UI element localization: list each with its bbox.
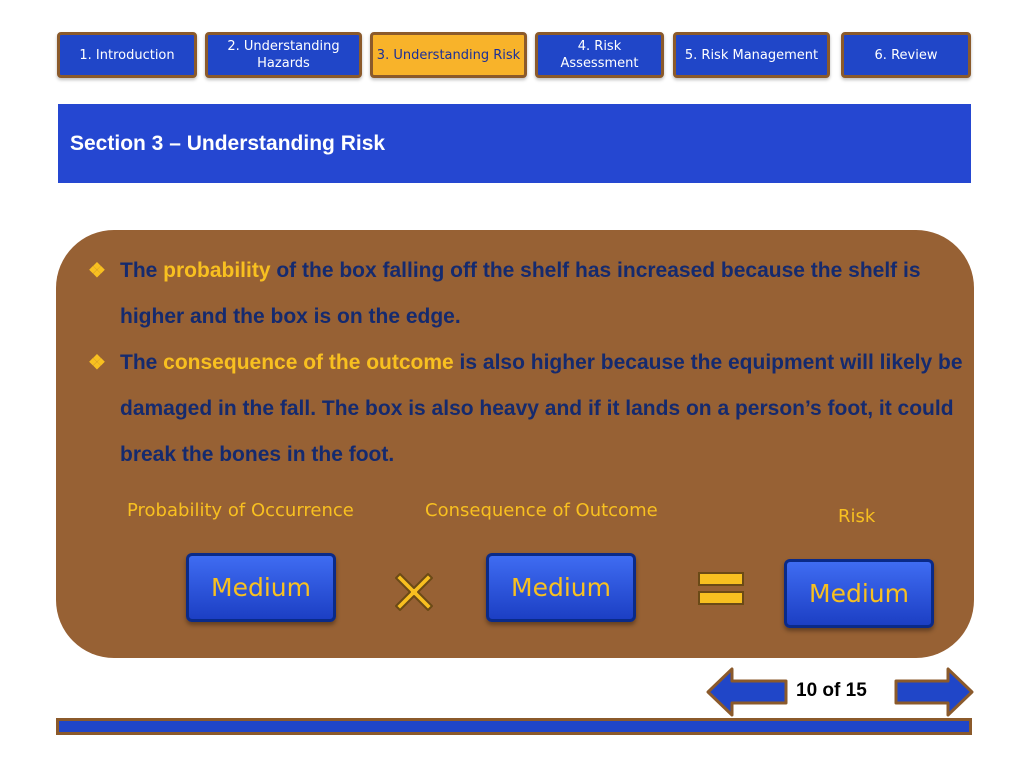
bullet-highlight: consequence of the outcome xyxy=(163,351,454,374)
bullet-text-post: of the box falling off the shelf has increased because the shelf is higher and the box is on the edge. xyxy=(120,259,921,328)
bullet-consequence xyxy=(88,340,970,478)
tab-understanding-risk[interactable] xyxy=(370,32,527,78)
section-header xyxy=(58,104,971,183)
tab-introduction[interactable] xyxy=(57,32,197,78)
bullet-highlight: probability xyxy=(163,259,271,282)
content-panel xyxy=(56,230,974,658)
probability-value-button[interactable] xyxy=(186,553,336,622)
consequence-value: Medium xyxy=(511,573,611,602)
page-counter: 10 of 15 xyxy=(796,680,867,701)
tab-label: 3. Understanding Risk xyxy=(376,47,521,63)
tab-label: 2. Understanding Hazards xyxy=(227,39,340,71)
diamond-bullet-icon: ❖ xyxy=(88,352,106,374)
left-arrow-icon[interactable] xyxy=(706,667,788,722)
risk-label: Risk xyxy=(838,506,876,527)
bullet-text-pre: The xyxy=(120,351,164,374)
tab-label: 5. Risk Management xyxy=(684,47,819,63)
bullet-text-pre: The xyxy=(120,259,164,282)
right-arrow-icon[interactable] xyxy=(894,667,974,722)
tab-risk-management[interactable] xyxy=(673,32,830,78)
page-title: Section 3 – Understanding Risk xyxy=(70,131,386,155)
tab-understanding-hazards[interactable] xyxy=(205,32,362,78)
tab-label: 4. Risk Assessment xyxy=(560,39,639,71)
tab-review[interactable] xyxy=(841,32,971,78)
footer-bar xyxy=(56,718,972,735)
bullet-text-post: is also higher because the equipment will likely be damaged in the fall. The box is also heavy and if it lands on a person’s foot, it could break the bones in the foot. xyxy=(120,351,963,466)
tab-risk-assessment[interactable] xyxy=(535,32,664,78)
probability-label: Probability of Occurrence xyxy=(127,500,354,521)
consequence-value-button[interactable] xyxy=(486,553,636,622)
tab-label: 1. Introduction xyxy=(79,47,175,63)
diamond-bullet-icon: ❖ xyxy=(88,260,106,282)
risk-value: Medium xyxy=(809,579,909,608)
probability-value: Medium xyxy=(211,573,311,602)
tab-label: 6. Review xyxy=(874,47,938,63)
equals-icon xyxy=(697,571,745,612)
multiply-icon xyxy=(392,570,436,619)
risk-value-button[interactable] xyxy=(784,559,934,628)
bullet-probability xyxy=(88,248,970,340)
consequence-label: Consequence of Outcome xyxy=(425,500,658,521)
